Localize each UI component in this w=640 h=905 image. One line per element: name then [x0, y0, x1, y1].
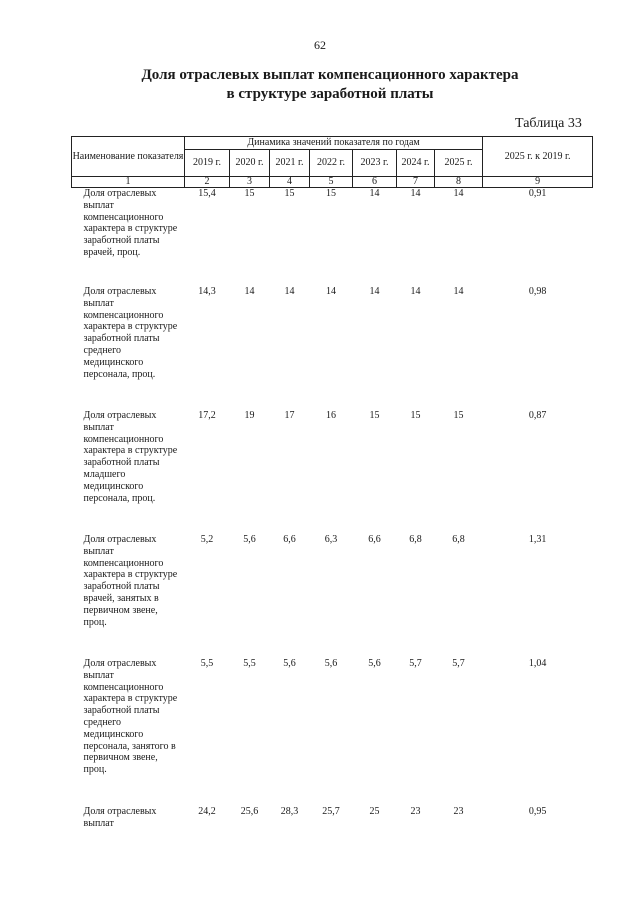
row-value: 24,2	[198, 806, 216, 817]
row-value: 5,6	[243, 534, 256, 545]
row-value: 5,6	[324, 658, 338, 669]
header-year: 2019 г.	[185, 150, 230, 177]
row-value: 14	[410, 286, 421, 297]
row-value: 6,8	[452, 534, 465, 545]
header-year: 2022 г.	[310, 150, 353, 177]
page-title-line-2: в структуре заработной платы	[226, 86, 434, 102]
header-years-group: Динамика значений показателя по годам	[185, 137, 483, 150]
column-number: 9	[483, 177, 593, 188]
row-value: 5,6	[283, 658, 296, 669]
row-value: 6,3	[324, 534, 338, 545]
row-value: 15	[326, 188, 336, 199]
row-name: Доля отраслевых выплат компенсационного характера в структуре заработной платы врачей, проц.	[83, 188, 178, 258]
column-number: 2	[185, 177, 230, 188]
header-name-column: Наименование показателя	[72, 137, 185, 177]
table-body	[72, 188, 593, 837]
row-ratio: 1,31	[528, 534, 547, 545]
data-table	[71, 136, 593, 836]
row-value: 17,2	[198, 410, 216, 421]
row-name: Доля отраслевых выплат	[83, 806, 157, 829]
row-value: 14	[453, 188, 464, 199]
row-value: 5,5	[243, 658, 256, 669]
page-number: 62	[314, 38, 326, 52]
row-value: 16	[326, 410, 336, 421]
row-value: 14,3	[198, 286, 216, 297]
row-value: 15	[244, 188, 255, 199]
row-value: 19	[244, 410, 255, 421]
row-value: 23	[410, 806, 421, 817]
row-value: 25,7	[322, 806, 340, 817]
row-value: 28,3	[280, 806, 299, 817]
row-value: 14	[284, 286, 295, 297]
row-name: Доля отраслевых выплат компенсационного характера в структуре заработной платы среднего медицинского персонала, занятого в первичном звене, проц.	[83, 658, 178, 776]
column-number: 1	[72, 177, 185, 188]
row-ratio: 0,98	[528, 286, 547, 297]
row-value: 15	[410, 410, 421, 421]
column-number: 4	[270, 177, 310, 188]
row-ratio: 0,91	[528, 188, 547, 199]
row-value: 5,7	[409, 658, 422, 669]
row-value: 14	[453, 286, 464, 297]
table-label: Таблица 33	[515, 116, 582, 131]
header-ratio-column: 2025 г. к 2019 г.	[483, 137, 593, 177]
row-ratio: 1,04	[528, 658, 547, 669]
row-name: Доля отраслевых выплат компенсационного характера в структуре заработной платы младшего медицинского персонала, проц.	[83, 410, 178, 504]
header-year: 2020 г.	[230, 150, 270, 177]
row-ratio: 0,87	[528, 410, 547, 421]
row-name: Доля отраслевых выплат компенсационного характера в структуре заработной платы врачей, занятых в первичном звене, проц.	[83, 534, 178, 628]
row-value: 23	[453, 806, 464, 817]
row-value: 6,6	[368, 534, 381, 545]
row-value: 6,6	[283, 534, 296, 545]
row-ratio: 0,95	[528, 806, 547, 817]
row-value: 15	[369, 410, 380, 421]
column-number: 5	[310, 177, 353, 188]
table-row	[72, 410, 593, 534]
row-value: 6,8	[409, 534, 422, 545]
row-value: 14	[244, 286, 255, 297]
table-header	[72, 137, 593, 188]
table-row	[72, 658, 593, 806]
row-name: Доля отраслевых выплат компенсационного характера в структуре заработной платы среднего медицинского персонала, проц.	[83, 286, 178, 380]
row-value: 5,6	[368, 658, 381, 669]
row-value: 15	[284, 188, 295, 199]
table-row	[72, 806, 593, 836]
row-value: 15	[453, 410, 464, 421]
row-value: 25	[369, 806, 380, 817]
row-value: 14	[326, 286, 336, 297]
column-number: 8	[435, 177, 483, 188]
page-title	[120, 66, 540, 104]
column-number: 6	[353, 177, 397, 188]
column-number: 7	[397, 177, 435, 188]
row-value: 17	[284, 410, 295, 421]
table-row	[72, 188, 593, 287]
header-year: 2021 г.	[270, 150, 310, 177]
page-title-line-1: Доля отраслевых выплат компенсационного характера	[141, 67, 519, 83]
row-value: 25,6	[240, 806, 259, 817]
row-value: 5,5	[200, 658, 214, 669]
row-value: 14	[369, 286, 380, 297]
table-row	[72, 534, 593, 658]
column-number: 3	[230, 177, 270, 188]
column-number-row	[72, 177, 593, 188]
row-value: 14	[369, 188, 380, 199]
row-value: 14	[410, 188, 421, 199]
row-value: 5,7	[452, 658, 465, 669]
row-value: 15,4	[198, 188, 216, 199]
header-year: 2023 г.	[353, 150, 397, 177]
table-row	[72, 286, 593, 410]
row-value: 5,2	[200, 534, 214, 545]
header-year: 2024 г.	[397, 150, 435, 177]
header-year: 2025 г.	[435, 150, 483, 177]
